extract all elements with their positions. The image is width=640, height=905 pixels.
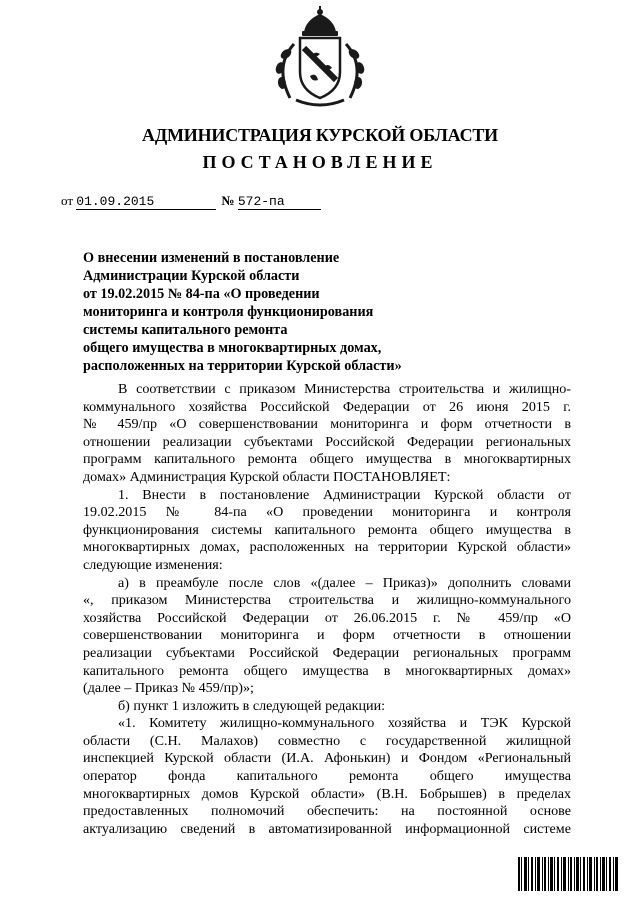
title-line: мониторинга и контроля функционирования [83,304,374,320]
date-prefix: от [61,193,74,208]
body-line: инспекцией Курской области (И.А. Афонькин) и Фондом «Региональный [83,750,571,767]
body-line: оператор фонда капитального ремонта общего имущества [83,768,571,785]
title-line: общего имущества в многоквартирных домах, [83,340,382,356]
body-line: домах» Администрация Курской области ПОСТАНОВЛЯЕТ: [83,468,451,485]
body-line: В соответствии с приказом Министерства строительства и жилищно- [118,381,571,397]
body-line: многоквартирных домов Курской области» (В.Н. Бобрышев) в пределах [83,785,571,802]
body-line: совершенствовании мониторинга и форм отчетности в отношении [83,627,571,644]
title-line: Администрации Курской области [83,268,300,284]
body-line: хозяйства Российской Федерации от 26.06.2015 г. № 459/пр «О [83,609,571,626]
body-line: актуализацию сведений в автоматизированной информационной системе [83,820,571,837]
organization-name: АДМИНИСТРАЦИЯ КУРСКОЙ ОБЛАСТИ [142,125,498,145]
body-line: предоставленных полномочий обеспечить: на постоянной основе [83,803,571,820]
body-line: капитального ремонта общего имущества в многоквартирных домах» [83,662,571,679]
body-line: функционирования системы капитального ремонта общего имущества в [83,521,571,538]
body-line: области (С.Н. Малахов) совместно с государственной жилищной [83,732,571,749]
document-type: ПОСТАНОВЛЕНИЕ [202,152,438,172]
body-line: многоквартирных домах, расположенных на территории Курской области» [83,539,571,556]
title-line: от 19.02.2015 № 84-па «О проведении [83,286,320,302]
body-line: 19.02.2015 № 84-па «О проведении мониторинга и контроля [83,504,571,521]
body-line: «1. Комитету жилищно-коммунального хозяйства и ТЭК Курской [118,715,571,732]
body-line: (далее – Приказ № 459/пр)»; [83,680,254,697]
body-line: отношении реализации субъектами Российской Федерации региональных [83,433,571,450]
body-line: 1. Внести в постановление Администрации Курской области от [118,486,571,503]
body-line: программ капитального ремонта общего имущества в многоквартирных [83,451,571,468]
number-label: № [221,193,235,208]
coat-of-arms-icon [264,6,376,110]
body-line: № 459/пр «О совершенствовании мониторинга и форм отчетности в [83,416,571,433]
body-line: следующие изменения: [83,556,223,573]
body-line: реализации субъектами Российской Федерации региональных программ [83,644,571,661]
title-line: системы капитального ремонта [83,322,288,338]
title-line: О внесении изменений в постановление [83,250,340,266]
title-line: расположенных на территории Курской области» [83,358,402,374]
barcode-icon [518,857,618,891]
document-date: 01.09.2015 [76,194,216,210]
body-line: а) в преамбуле после слов «(далее – Приказ)» дополнить словами [118,574,571,591]
body-line: коммунального хозяйства Российской Федерации от 26 июня 2015 г. [83,398,571,415]
document-body [83,381,571,838]
document-meta [61,193,321,210]
document-title [83,249,402,375]
body-line: б) пункт 1 изложить в следующей редакции: [118,697,386,714]
body-line: «, приказом Министерства строительства и жилищно-коммунального [83,592,571,609]
document-number: 572-па [238,194,321,210]
